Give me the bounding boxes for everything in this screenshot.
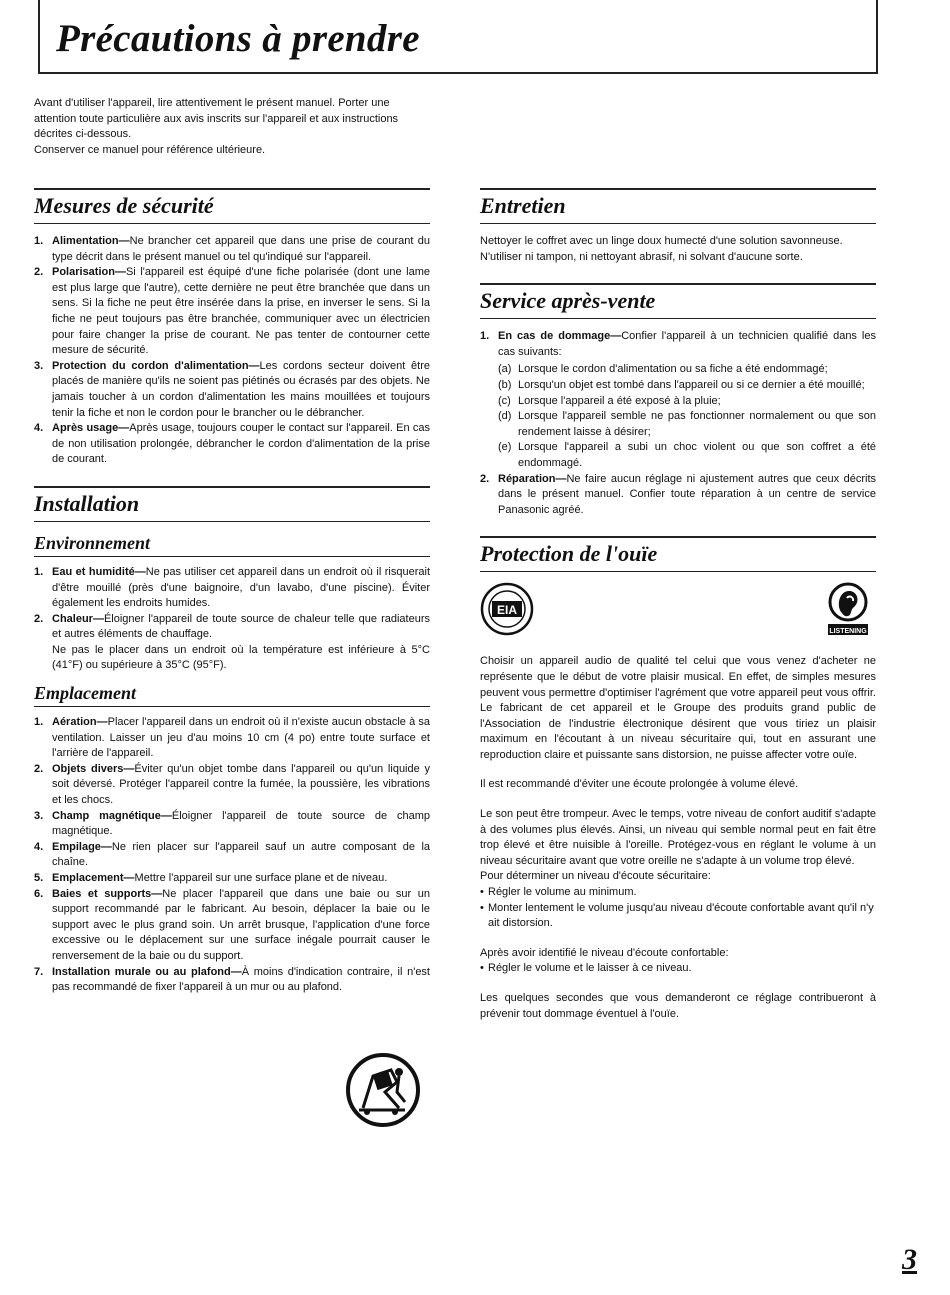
bullet-text: Régler le volume et le laisser à ce niveau. (488, 962, 692, 975)
intro-paragraph: Avant d'utiliser l'appareil, lire attentivement le présent manuel. Porter une attention toute particulière aux avis inscrits sur l'appareil et aux instructions décrites ci-dessous. (34, 97, 399, 141)
service-list (480, 329, 876, 518)
bullet-text: Monter lentement le volume jusqu'au niveau d'écoute confortable avant qu'il n'y ait distorsion. (488, 901, 874, 930)
section-heading-service: Service après-vente (480, 283, 876, 319)
sub-item (498, 362, 876, 378)
item-number: 7. (34, 965, 44, 978)
sub-letter: (e) (498, 441, 512, 454)
right-column (480, 188, 876, 1022)
cart-tipover-warning-icon (345, 1052, 421, 1128)
item-number: 1. (34, 716, 44, 729)
ouie-paragraph: Les quelques secondes que vous demanderont ce réglage contribueront à prévenir tout dommage éventuel à l'ouïe. (480, 992, 876, 1020)
list-item (34, 887, 430, 965)
list-item (34, 359, 430, 421)
item-text: Ne rien placer sur l'appareil sauf un autre composant de la chaîne. (52, 840, 430, 869)
emplacement-list (34, 715, 430, 996)
logos-row (480, 582, 876, 648)
sub-text: Lorsqu'un objet est tombé dans l'appareil ou si ce dernier a été mouillé; (518, 378, 865, 391)
bullet-item (480, 885, 876, 901)
item-label: Objets divers— (52, 762, 135, 775)
ouie-paragraph: Choisir un appareil audio de qualité tel celui que vous venez d'acheter ne représente que le début de votre plaisir musical. En effet, de simples mesures peuvent vous permettre d'optimiser l'agrément que votre appareil peut vous offrir. Le fabricant de cet appareil et le Groupe des produits grand public de l'Association de l'industrie électronique désirent que vous tiriez un plaisir maximum en l'écoutant à un niveau sécuritaire qui, tout en assurant une reproduction claire et puissante sans distorsion, ne puisse affecter votre ouïe. (480, 655, 876, 761)
item-number: 6. (34, 887, 44, 900)
listening-logo-icon (826, 582, 870, 638)
spacer (480, 518, 876, 536)
item-text: Si l'appareil est équipé d'une fiche polarisée (dont une lame est plus large que l'autre), cette dernière ne peut être branchée que dans un sens. Si la fiche ne peut être insérée dans la prise, en inverser le sens. Si la fiche ne peut toujours pas être branchée, communiquer avec un électricien pour faire changer la prise de courant. Ne pas tenter de contourner cette mesure de sécurité. (52, 266, 430, 357)
item-number: 1. (34, 235, 44, 247)
spacer (34, 468, 430, 486)
item-number: 3. (34, 809, 44, 822)
list-item (480, 472, 876, 519)
item-text: Après usage, toujours couper le contact sur l'appareil. En cas de non utilisation prolongée, débrancher le cordon d'alimentation de la prise de courant. (52, 422, 431, 466)
list-item (34, 265, 430, 359)
list-item (34, 762, 430, 809)
bullet-text: Régler le volume au minimum. (488, 886, 637, 899)
item-text: Éloigner l'appareil de toute source de chaleur telle que radiateurs et autres éléments de chauffage. (52, 612, 430, 641)
list-item (34, 421, 430, 468)
item-label: Chaleur— (52, 612, 104, 625)
item-label: En cas de dommage— (498, 330, 622, 343)
item-label: Polarisation— (52, 266, 126, 279)
sub-text: Lorsque l'appareil semble ne pas fonctionner normalement ou que son rendement laisse à désirer; (518, 410, 876, 438)
list-item (480, 329, 876, 471)
item-text: Placer l'appareil dans un endroit où il n'existe aucun obstacle à sa ventilation. Laisser un jeu d'au moins 10 cm (4 po) entre toute surface et l'arrière de l'appareil. (52, 716, 430, 760)
item-label: Champ magnétique— (52, 809, 172, 822)
item-label: Baies et supports— (52, 887, 163, 900)
list-item (34, 715, 430, 762)
list-item (34, 612, 430, 674)
ouie-paragraph: Pour déterminer un niveau d'écoute sécuritaire: (480, 870, 711, 883)
securite-list (34, 234, 430, 468)
list-item (34, 234, 430, 265)
item-label: Emplacement— (52, 872, 135, 884)
sub-text: Lorsque l'appareil a été exposé à la pluie; (518, 394, 721, 407)
bullet-item (480, 901, 876, 932)
item-number: 2. (34, 266, 44, 279)
item-label: Eau et humidité— (52, 565, 146, 578)
eia-logo-icon (480, 582, 534, 636)
section-heading-ouie: Protection de l'ouïe (480, 536, 876, 572)
item-number: 3. (34, 359, 44, 372)
bullet-item (480, 961, 876, 977)
item-text: Ne brancher cet appareil que dans une prise de courant du type décrit dans le présent manuel ou tel qu'indiqué sur l'appareil. (52, 235, 430, 263)
environnement-list (34, 565, 430, 674)
item-text: Ne placer l'appareil que dans une baie ou sur un support recommandé par le fabricant. Au besoin, déplacer la baie ou le support avec le plus grand soin. Un arrêt brusque, l'application d'une force excessive ou le déplacement sur une surface inégale pourrait causer le renversement de la baie ou du support. (52, 887, 430, 962)
item-label: Réparation— (498, 472, 567, 485)
page-number: 3 (902, 1243, 917, 1276)
item-number: 4. (34, 422, 44, 435)
item-label: Après usage— (52, 422, 130, 435)
subheading-emplacement: Emplacement (34, 682, 430, 707)
item-text: Éloigner l'appareil de toute source de champ magnétique. (52, 809, 430, 838)
listening-logo-text: LISTENING (829, 628, 867, 636)
ouie-paragraph: Le son peut être trompeur. Avec le temps, votre niveau de confort auditif s'adapte à des volumes plus élevés. Ainsi, un niveau qui semble normal peut en fait être trop élevé et être nuisible à l'oreille. Protégez-vous en réglant le volume à un niveau sécuritaire avant que votre oreille ne s'adapte à un volume trop élevé. (480, 808, 876, 867)
item-text: Éviter qu'un objet tombe dans l'appareil ou qu'un liquide y soit déversé. Protéger l'appareil contre la fumée, la poussière, les vibrations et les chocs. (52, 762, 430, 807)
entretien-paragraph: Nettoyer le coffret avec un linge doux humecté d'une solution savonneuse. (480, 235, 843, 247)
item-text: Confier l'appareil à un technicien qualifié dans les cas suivants: (498, 330, 876, 358)
section-heading-entretien: Entretien (480, 188, 876, 224)
bullet-icon: • (480, 962, 484, 975)
bullet-icon: • (480, 886, 484, 899)
sub-text: Lorsque l'appareil a subi un choc violent ou que son coffret a été endommagé. (518, 441, 876, 469)
item-text: Mettre l'appareil sur une surface plane et de niveau. (134, 872, 388, 884)
item-number: 4. (34, 840, 44, 853)
rack-item-body (52, 887, 430, 965)
item-label: Alimentation— (52, 235, 130, 247)
list-item (34, 965, 430, 996)
item-text: À moins d'indication contraire, il n'est pas recommandé de fixer l'appareil à un mur ou au plafond. (52, 965, 430, 994)
spacer (480, 763, 876, 777)
sub-letter: (a) (498, 363, 512, 376)
sub-text: Lorsque le cordon d'alimentation ou sa fiche a été endommagé; (518, 363, 828, 376)
left-column (34, 188, 430, 996)
page-title: Précautions à prendre (56, 17, 420, 60)
sub-item (498, 378, 876, 394)
item-label: Installation murale ou au plafond— (52, 965, 242, 978)
item-label: Protection du cordon d'alimentation— (52, 359, 260, 372)
intro-paragraph: Conserver ce manuel pour référence ultérieure. (34, 143, 266, 156)
item-number: 1. (480, 330, 490, 343)
subheading-environnement: Environnement (34, 532, 430, 557)
item-text: Ne pas utiliser cet appareil dans un endroit où il risquerait d'être mouillé (près d'une baignoire, d'un lavabo, d'une piscine). Éviter également les endroits humides. (52, 565, 430, 610)
sub-letter: (d) (498, 410, 512, 423)
item-number: 1. (34, 565, 44, 578)
spacer (480, 265, 876, 283)
item-extra-text: Ne pas le placer dans un endroit où la température est inférieure à 5°C (41°F) ou supérieure à 35°C (95°F). (52, 643, 430, 672)
ouie-paragraph: Il est recommandé d'éviter une écoute prolongée à volume élevé. (480, 778, 799, 791)
spacer (480, 793, 876, 807)
item-label: Aération— (52, 716, 108, 729)
item-number: 2. (480, 472, 490, 485)
item-label: Empilage— (52, 840, 112, 853)
intro (34, 96, 434, 158)
entretien-paragraph: N'utiliser ni tampon, ni nettoyant abrasif, ni solvant d'aucune sorte. (480, 250, 803, 263)
sub-letter: (c) (498, 394, 511, 407)
section-heading-securite: Mesures de sécurité (34, 188, 430, 224)
eia-logo-text: EIA (496, 603, 518, 618)
sub-letter: (b) (498, 378, 512, 391)
item-number: 2. (34, 762, 44, 775)
spacer (480, 932, 876, 946)
item-number: 2. (34, 612, 44, 625)
list-item (34, 809, 430, 840)
list-item (34, 840, 430, 871)
item-number: 5. (34, 872, 44, 884)
sub-item (498, 394, 876, 410)
sub-item (498, 409, 876, 440)
item-text: Les cordons secteur doivent être placés de manière qu'ils ne soient pas piétinés ou écrasés par des objets. Ne jamais toucher à un cordon d'alimentation les mains mouillées et toujours tenir la fiche et non le cordon pour le brancher ou le débrancher. (52, 359, 430, 419)
list-item (34, 565, 430, 612)
list-item (34, 871, 430, 887)
bullet-icon: • (480, 901, 484, 914)
ouie-paragraph: Après avoir identifié le niveau d'écoute confortable: (480, 946, 729, 959)
section-heading-installation: Installation (34, 486, 430, 522)
item-text: Ne faire aucun réglage ni ajustement autres que ceux décrits dans le présent manuel. Confier toute réparation à un centre de service Panasonic agréé. (498, 472, 876, 516)
sub-item (498, 440, 876, 471)
spacer (480, 977, 876, 991)
title-box (38, 0, 878, 74)
damage-cases-list (498, 362, 876, 471)
